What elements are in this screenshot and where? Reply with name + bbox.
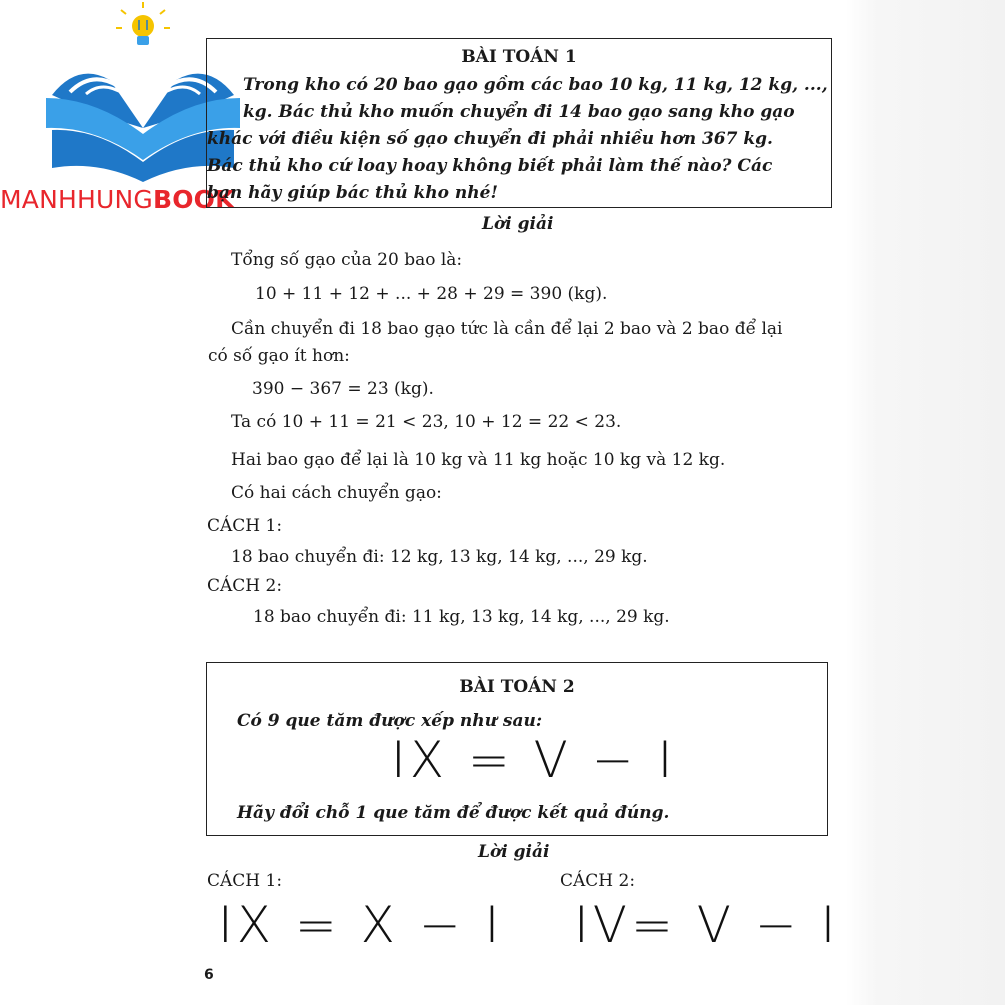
solution-1-line-1: Tổng số gạo của 20 bao là:	[231, 250, 463, 270]
brand-name-part1: MANHHUNG	[0, 185, 153, 214]
problem-1-line-1: Trong kho có 20 bao gạo gồm các bao 10 kg, 11 kg, 12 kg, ...,	[243, 75, 828, 95]
solution-1-heading: Lời giải	[482, 214, 554, 234]
lightbulb-icon	[116, 2, 170, 45]
problem-1-line-3: khác với điều kiện số gạo chuyển đi phải nhiều hơn 367 kg.	[207, 129, 773, 149]
problem-1-line-2: kg. Bác thủ kho muốn chuyển đi 14 bao gạo sang kho gạo	[243, 102, 795, 122]
problem-2-title: BÀI TOÁN 2	[459, 677, 575, 697]
problem-2-task: Hãy đổi chỗ 1 que tăm để được kết quả đúng.	[237, 803, 670, 823]
problem-2-intro: Có 9 que tăm được xếp như sau:	[237, 711, 543, 731]
page-edge-shadow	[846, 0, 1005, 1005]
solution-2-way-2-label: CÁCH 2:	[560, 871, 636, 891]
solution-1-line-4: có số gạo ít hơn:	[208, 346, 350, 366]
problem-1-title: BÀI TOÁN 1	[461, 47, 577, 67]
problem-1-line-4: Bác thủ kho cứ loay hoay không biết phải làm thế nào? Các	[207, 156, 773, 176]
solution-1-line-8: Có hai cách chuyển gạo:	[231, 483, 442, 503]
solution-2-way-1-equation: IX = X − I	[218, 896, 504, 954]
solution-1-line-7: Hai bao gạo để lại là 10 kg và 11 kg hoặc 10 kg và 12 kg.	[231, 450, 726, 470]
solution-2-way-1-label: CÁCH 1:	[207, 871, 283, 891]
problem-1-box	[206, 38, 832, 208]
solution-1-line-5: 390 − 367 = 23 (kg).	[252, 379, 434, 399]
solution-2-heading: Lời giải	[478, 842, 550, 862]
solution-1-way-1-text: 18 bao chuyển đi: 12 kg, 13 kg, 14 kg, ..., 29 kg.	[231, 547, 648, 567]
solution-1-line-6: Ta có 10 + 11 = 21 < 23, 10 + 12 = 22 < 23.	[231, 412, 622, 432]
solution-1-line-2: 10 + 11 + 12 + ... + 28 + 29 = 390 (kg).	[255, 284, 608, 304]
page-number: 6	[204, 967, 214, 983]
brand-name	[0, 184, 235, 216]
solution-1-way-2-text: 18 bao chuyển đi: 11 kg, 13 kg, 14 kg, ..., 29 kg.	[253, 607, 670, 627]
solution-1-way-2-label: CÁCH 2:	[207, 576, 283, 596]
solution-1-way-1-label: CÁCH 1:	[207, 516, 283, 536]
solution-1-line-3: Cần chuyển đi 18 bao gạo tức là cần để lại 2 bao và 2 bao để lại	[231, 319, 783, 339]
brand-name-part2: BOOK	[152, 185, 235, 214]
solution-2-way-2-equation: IV= V − I	[574, 896, 840, 954]
problem-2-equation: IX = V − I	[391, 731, 677, 789]
problem-2-box	[206, 662, 828, 836]
problem-1-line-5: bạn hãy giúp bác thủ kho nhé!	[207, 183, 498, 203]
